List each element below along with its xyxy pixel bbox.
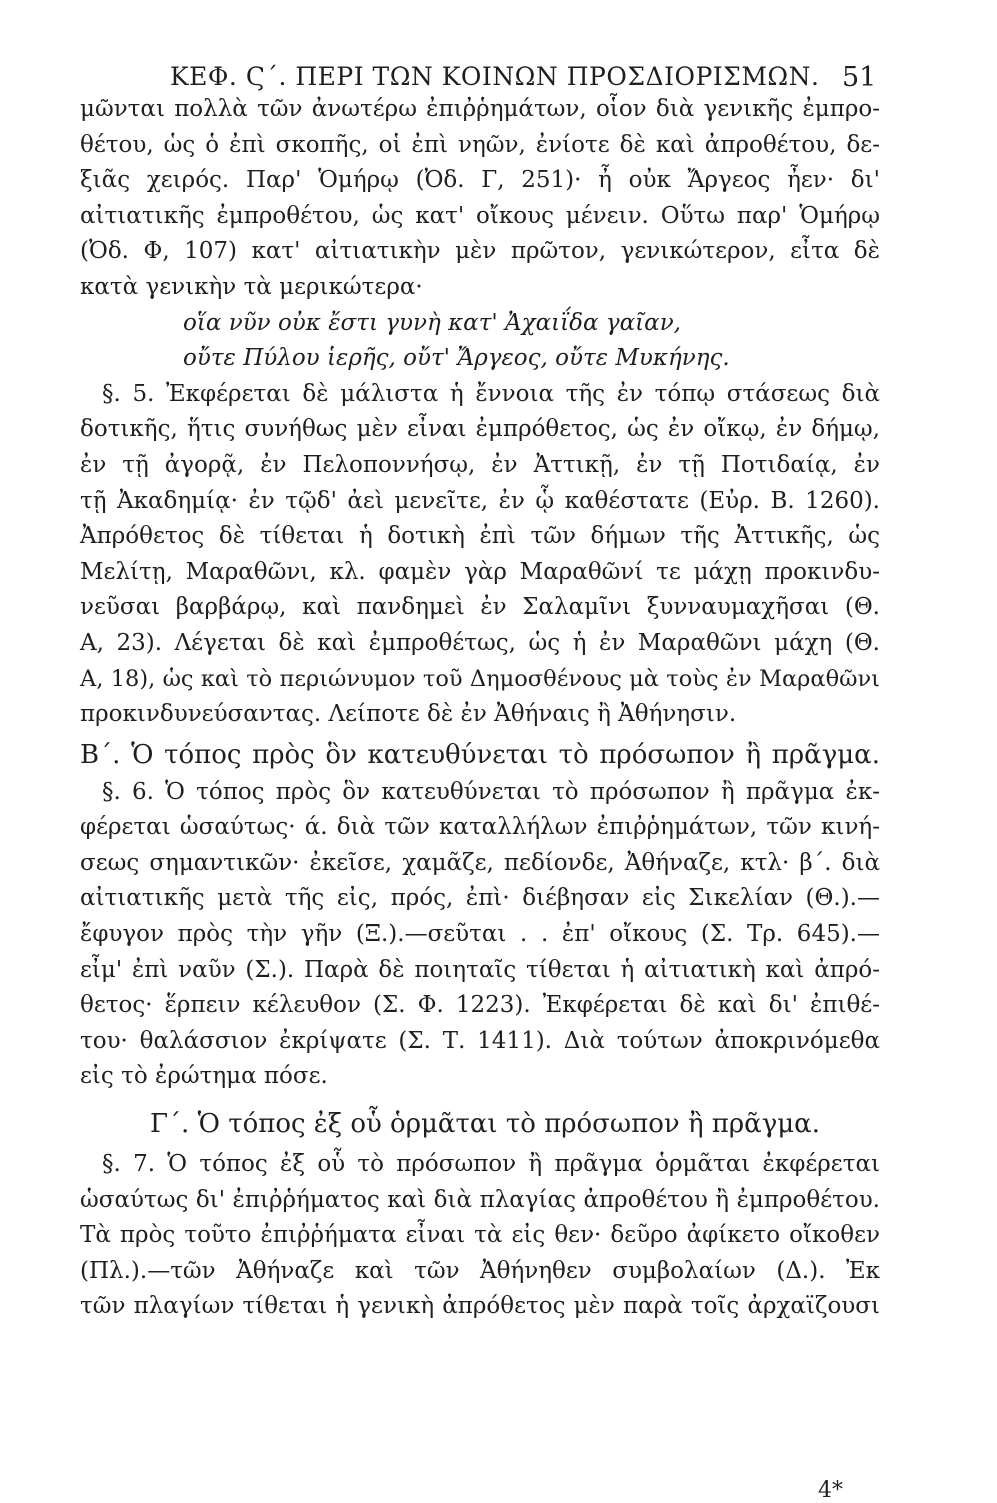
text-line: νεῦσαι βαρβάρῳ, καὶ πανδημεὶ ἐν Σαλαμῖνι ξυνναυμαχῆσαι (Θ. — [80, 594, 880, 621]
text-line: κατὰ γενικὴν τὰ μερικώτερα· — [80, 273, 423, 300]
text-line: δοτικῆς, ἥτις συνήθως μὲν εἶναι ἐμπρόθετος, ὡς ἐν οἴκῳ, ἐν δήμῳ, — [80, 416, 880, 443]
signature-mark: 4* — [818, 1478, 843, 1503]
text-line: Α, 18), ὡς καὶ τὸ περιώνυμον τοῦ Δημοσθένους μὰ τοὺς ἐν Μαραθῶνι — [80, 665, 880, 692]
text-line: (Ὀδ. Φ, 107) κατ' αἰτιατικὴν μὲν πρῶτον, γενικώτερον, εἶτα δὲ — [80, 238, 880, 265]
section-heading-g: Γ΄. Ὁ τόπος ἐξ οὗ ὁρμᾶται τὸ πρόσωπον ἢ πρᾶγμα. — [150, 1109, 820, 1140]
text-line: τῶν πλαγίων τίθεται ἡ γενικὴ ἀπρόθετος μὲν παρὰ τοῖς ἀρχαϊζουσι — [80, 1293, 880, 1320]
text-line: εἰς τὸ ἐρώτημα πόσε. — [80, 1063, 328, 1090]
text-line: θετος· ἕρπειν κέλευθον (Σ. Φ. 1223). Ἐκφέρεται δὲ καὶ δι' ἐπιθέ- — [80, 992, 880, 1019]
text-line: θέτου, ὡς ὁ ἐπὶ σκοπῆς, οἱ ἐπὶ νηῶν, ἐνίοτε δὲ καὶ ἀπροθέτου, δε- — [80, 131, 880, 158]
paragraph-6-start: §. 6. Ὁ τόπος πρὸς ὃν κατευθύνεται τὸ πρόσωπον ἢ πρᾶγμα ἐκ- — [102, 778, 880, 805]
page-number: 51 — [842, 62, 877, 93]
text-line: ἔφυγον πρὸς τὴν γῆν (Ξ.).—σεῦται . . ἐπ' οἴκους (Σ. Τρ. 645).— — [80, 921, 880, 948]
body-text — [80, 92, 880, 1325]
text-line: ὡσαύτως δι' ἐπιῤῥήματος καὶ διὰ πλαγίας ἀπροθέτου ἢ ἐμπροθέτου. — [80, 1186, 880, 1213]
text-line: σεως σημαντικῶν· ἐκεῖσε, χαμᾶζε, πεδίονδε, Ἀθήναζε, κτλ· β΄. διὰ — [80, 849, 880, 876]
text-line: μῶνται πολλὰ τῶν ἀνωτέρω ἐπιῤῥημάτων, οἷον διὰ γενικῆς ἐμπρο- — [80, 96, 880, 122]
text-line: ξιᾶς χειρός. Παρ' Ὁμήρῳ (Ὀδ. Γ, 251)· ἦ οὐκ Ἄργεος ἦεν· δι' — [80, 167, 880, 194]
text-line: εἶμ' ἐπὶ ναῦν (Σ.). Παρὰ δὲ ποιηταῖς τίθεται ἡ αἰτιατικὴ καὶ ἀπρό- — [80, 956, 880, 983]
text-line: τῇ Ἀκαδημίᾳ· ἐν τῷδ' ἀεὶ μενεῖτε, ἐν ᾧ καθέστατε (Εὐρ. Β. 1260). — [80, 487, 880, 514]
section-heading-b: Β΄. Ὁ τόπος πρὸς ὃν κατευθύνεται τὸ πρόσωπον ἢ πρᾶγμα. — [80, 739, 880, 770]
verse-line: οὔτε Πύλου ἱερῆς, οὔτ' Ἄργεος, οὔτε Μυκήνης. — [183, 345, 730, 372]
text-line: του· θαλάσσιον ἐκρίψατε (Σ. Τ. 1411). Διὰ τούτων ἀποκρινόμεθα — [80, 1027, 880, 1054]
text-line: ἐν τῇ ἀγορᾷ, ἐν Πελοποννήσῳ, ἐν Ἀττικῇ, ἐν τῇ Ποτιδαίᾳ, ἐν — [80, 451, 880, 478]
verse-line: οἵα νῦν οὐκ ἔστι γυνὴ κατ' Ἀχαιΐδα γαῖαν, — [183, 309, 681, 336]
text-line: αἰτιατικῆς μετὰ τῆς εἰς, πρός, ἐπὶ· διέβησαν εἰς Σικελίαν (Θ.).— — [80, 885, 880, 912]
text-line: Α, 23). Λέγεται δὲ καὶ ἐμπροθέτως, ὡς ἡ ἐν Μαραθῶνι μάχη (Θ. — [80, 629, 880, 656]
text-line: προκινδυνεύσαντας. Λείποτε δὲ ἐν Ἀθήναις ἢ Ἀθήνησιν. — [80, 701, 737, 728]
text-line: φέρεται ὡσαύτως· ά. διὰ τῶν καταλλήλων ἐπιῤῥημάτων, τῶν κινή- — [80, 814, 880, 841]
paragraph-5-start: §. 5. Ἐκφέρεται δὲ μάλιστα ἡ ἔννοια τῆς ἐν τόπῳ στάσεως διὰ — [102, 380, 880, 407]
running-title: ΚΕΦ. Ϛ΄. ΠΕΡΙ ΤΩΝ ΚΟΙΝΩΝ ΠΡΟΣΔΙΟΡΙΣΜΩΝ. — [170, 62, 820, 91]
paragraph-7-start: §. 7. Ὁ τόπος ἐξ οὗ τὸ πρόσωπον ἢ πρᾶγμα ὁρμᾶται ἐκφέρεται — [102, 1151, 880, 1178]
text-line: Ἀπρόθετος δὲ τίθεται ἡ δοτικὴ ἐπὶ τῶν δήμων τῆς Ἀττικῆς, ὡς — [80, 523, 880, 550]
text-line: Τὰ πρὸς τοῦτο ἐπιῤῥήματα εἶναι τὰ εἰς θεν· δεῦρο ἀφίκετο οἴκοθεν — [80, 1222, 880, 1249]
text-line: αἰτιατικῆς ἐμπροθέτου, ὡς κατ' οἴκους μένειν. Οὕτω παρ' Ὁμήρῳ — [80, 202, 880, 229]
text-line: Μελίτῃ, Μαραθῶνι, κλ. φαμὲν γὰρ Μαραθῶνί τε μάχῃ προκινδυ- — [80, 558, 880, 585]
text-line: (Πλ.).—τῶν Ἀθήναζε καὶ τῶν Ἀθήνηθεν συμβολαίων (Δ.). Ἐκ — [80, 1257, 880, 1284]
